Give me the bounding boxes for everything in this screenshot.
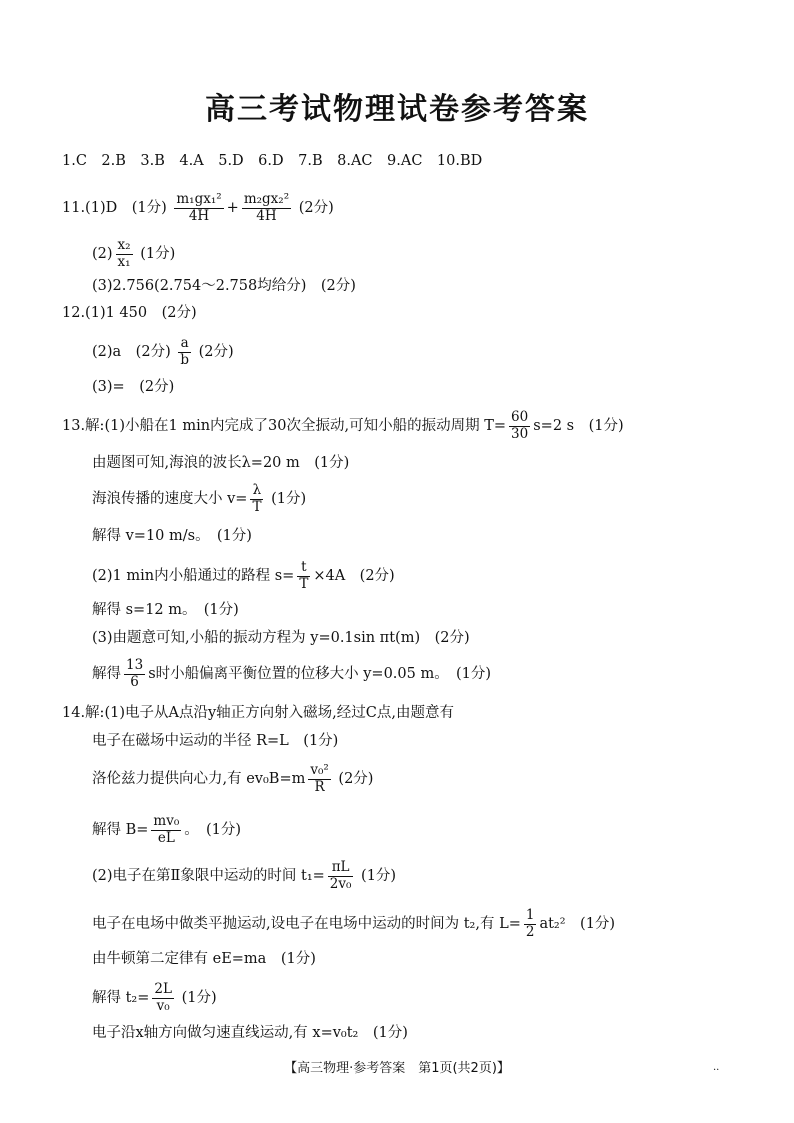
q12-part3: (3)= (2分) bbox=[92, 379, 175, 395]
q13-f2-num: λ bbox=[250, 483, 263, 500]
q14-line1: 14.解:(1)电子从A点沿y轴正方向射入磁场,经过C点,由题意有 bbox=[62, 705, 454, 721]
q13-l8-text: 解得 bbox=[92, 666, 121, 683]
q13-l5-text: (2)1 min内小船通过的路程 s= bbox=[92, 568, 295, 585]
q14-l8-score: (1分) bbox=[181, 990, 217, 1007]
q12-p2-score: (2分) bbox=[198, 344, 234, 361]
q13-line2: 由题图可知,海浪的波长λ=20 m (1分) bbox=[92, 455, 350, 471]
q14-line3 bbox=[92, 763, 373, 795]
q14-f1-den: R bbox=[314, 778, 325, 795]
q13-line3 bbox=[92, 483, 306, 515]
q13-line7: (3)由题意可知,小船的振动方程为 y=0.1sin πt(m) (2分) bbox=[92, 630, 470, 646]
q13-fraction-3 bbox=[297, 560, 310, 592]
q13-f4-num: 13 bbox=[126, 657, 144, 673]
q14-l5-text: (2)电子在第Ⅱ象限中运动的时间 t₁= bbox=[92, 868, 325, 885]
q11-frac3-den: x₁ bbox=[117, 253, 131, 270]
q12-part1: 12.(1)1 450 (2分) bbox=[62, 305, 197, 321]
q12-fraction bbox=[178, 336, 191, 368]
q13-f3-num: t bbox=[297, 560, 310, 577]
page-footer: 【高三物理·参考答案 第1页(共2页)】 bbox=[284, 1061, 510, 1076]
q13-f4-den: 6 bbox=[130, 673, 139, 690]
q14-line6 bbox=[92, 908, 615, 940]
q14-fraction-4 bbox=[524, 908, 537, 940]
q14-line8 bbox=[92, 982, 217, 1014]
q12-p2-prefix: (2)a (2分) bbox=[92, 344, 171, 361]
q11-frac1-den: 4H bbox=[188, 207, 210, 224]
q14-fraction-5 bbox=[152, 982, 174, 1014]
q14-line4 bbox=[92, 814, 241, 846]
q12-frac-num: a bbox=[178, 336, 191, 353]
q11-part1: 11.(1)D (1分) $\frac{\text{m₁gx₁²}}{4H}$ + $\frac{\text{m₂gx₂²}}{4H}$ (2分) bbox=[62, 191, 334, 224]
q14-l6-tail: at₂² (1分) bbox=[539, 916, 616, 933]
q13-l8-tail: s时小船偏离平衡位置的位移大小 y=0.05 m。 (1分) bbox=[148, 666, 492, 683]
q14-f5-den: v₀ bbox=[156, 997, 170, 1014]
q11-fraction-2 bbox=[242, 192, 291, 224]
q14-l3-text: 洛伦兹力提供向心力,有 ev₀B=m bbox=[92, 771, 306, 788]
q13-l1-text: 13.解:(1)小船在1 min内完成了30次全振动,可知小船的振动周期 T= bbox=[62, 418, 507, 435]
q13-fraction-1 bbox=[509, 410, 530, 442]
q13-fraction-4 bbox=[124, 658, 145, 690]
q14-l5-score: (1分) bbox=[361, 868, 397, 885]
q13-l1-tail: s=2 s (1分) bbox=[533, 418, 624, 435]
q14-line7: 由牛顿第二定律有 eE=ma (1分) bbox=[92, 951, 316, 967]
q14-f2-num: mv₀ bbox=[153, 813, 180, 829]
q13-line6: 解得 s=12 m。 (1分) bbox=[92, 602, 239, 618]
q11-fraction-1 bbox=[174, 192, 223, 224]
q14-f4-den: 2 bbox=[525, 923, 535, 940]
q14-line5 bbox=[92, 860, 396, 892]
q14-f3-den: 2v₀ bbox=[329, 875, 352, 892]
q14-fraction-3 bbox=[328, 860, 354, 892]
q14-fraction-2 bbox=[151, 814, 181, 846]
q13-f1-den: 30 bbox=[511, 425, 529, 442]
q13-line4: 解得 v=10 m/s。 (1分) bbox=[92, 528, 252, 544]
q11-p1-prefix: 11.(1)D (1分) bbox=[62, 200, 167, 217]
q13-f1-num: 60 bbox=[511, 409, 529, 425]
q13-line1 bbox=[62, 410, 624, 442]
q13-line5 bbox=[92, 560, 395, 592]
q14-f1-num: v₀² bbox=[310, 762, 329, 778]
mc-answers: 1.C 2.B 3.B 4.A 5.D 6.D 7.B 8.AC 9.AC 10.BD bbox=[62, 153, 483, 169]
q13-l3-text: 海浪传播的速度大小 v= bbox=[92, 491, 248, 508]
q13-f3-den: T bbox=[299, 575, 309, 592]
corner-mark: .. bbox=[713, 1062, 720, 1073]
q11-frac2-den: 4H bbox=[256, 207, 277, 224]
q14-l3-score: (2分) bbox=[338, 771, 374, 788]
q13-fraction-2 bbox=[250, 483, 263, 515]
page-title: 高三考试物理试卷参考答案 bbox=[205, 92, 589, 127]
q14-l4-score: 。 (1分) bbox=[184, 822, 242, 839]
q13-l3-score: (1分) bbox=[271, 491, 307, 508]
q13-line8 bbox=[92, 658, 491, 690]
q11-p2-prefix: (2) bbox=[92, 246, 113, 263]
q14-f3-num: πL bbox=[328, 860, 354, 877]
q13-f2-den: T bbox=[252, 498, 262, 515]
q11-frac2-num: m₂gx₂² bbox=[243, 191, 290, 207]
q14-line9: 电子沿x轴方向做匀速直线运动,有 x=v₀t₂ (1分) bbox=[92, 1025, 408, 1041]
q14-l6-text: 电子在电场中做类平抛运动,设电子在电场中运动的时间为 t₂,有 L= bbox=[92, 916, 521, 933]
q14-line2: 电子在磁场中运动的半径 R=L (1分) bbox=[92, 733, 339, 749]
q11-p1-score: (2分) bbox=[298, 200, 334, 217]
q11-frac3-num: x₂ bbox=[117, 237, 131, 253]
q11-part3: (3)2.756(2.754～2.758均给分) (2分) bbox=[92, 278, 356, 294]
q11-fraction-3 bbox=[116, 238, 133, 270]
q11-frac1-num: m₁gx₁² bbox=[176, 191, 222, 207]
q14-l8-text: 解得 t₂= bbox=[92, 990, 150, 1007]
q12-part2 bbox=[92, 336, 234, 368]
q14-f5-num: 2L bbox=[154, 981, 172, 997]
q14-f2-den: eL bbox=[157, 829, 175, 846]
q14-fraction-1 bbox=[308, 763, 330, 795]
q14-l4-text: 解得 B= bbox=[92, 822, 149, 839]
q14-f4-num: 1 bbox=[525, 907, 535, 923]
q12-frac-den: b bbox=[180, 351, 189, 368]
q11-p2-score: (1分) bbox=[140, 246, 176, 263]
q13-l5-tail: ×4A (2分) bbox=[313, 568, 395, 585]
q11-part2 bbox=[92, 238, 175, 270]
